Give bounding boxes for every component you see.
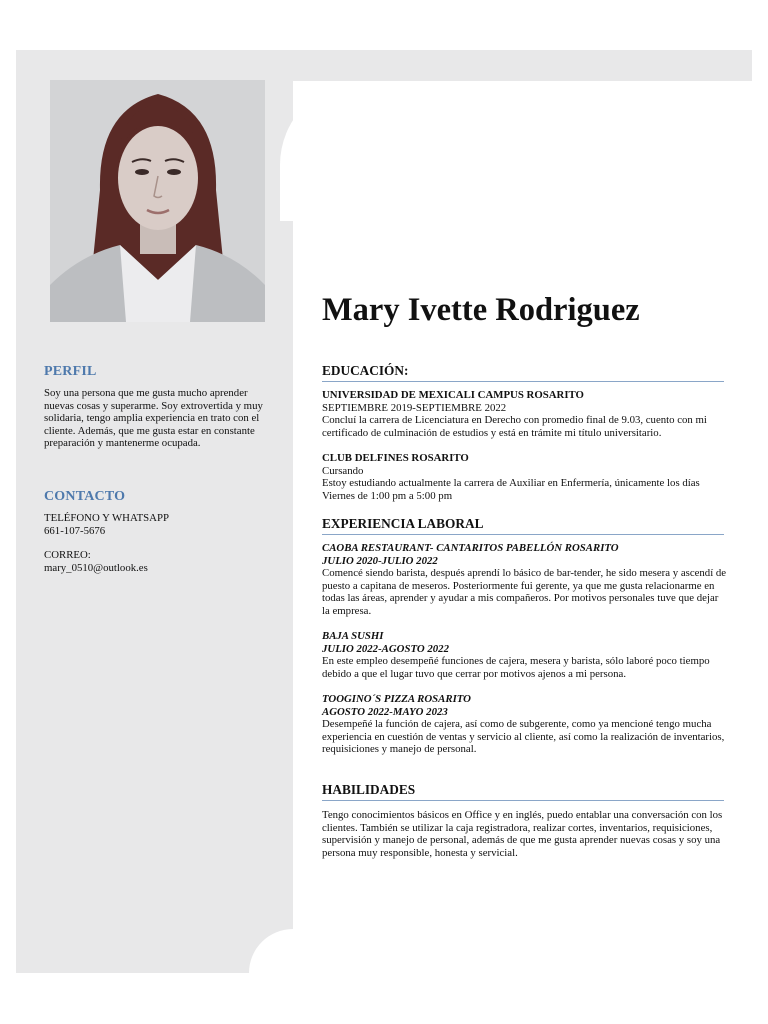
experience-rule bbox=[322, 534, 724, 535]
phone-label: TELÉFONO Y WHATSAPP bbox=[44, 512, 169, 524]
experience-company: BAJA SUSHI bbox=[322, 630, 384, 642]
education-item bbox=[322, 389, 727, 439]
profile-heading: PERFIL bbox=[44, 364, 97, 379]
experience-desc: Comencé siendo barista, después aprendí lo básico de bar-tender, he sido mesera y ascendí de puesto a capitana de meseros. Posteriormente fui gerente, ya que me gusta relacionarme en todas las áreas, aprender y ayudar a mis compañeros. Por motivos personales tuve que dejar la empresa. bbox=[322, 567, 727, 617]
experience-item bbox=[322, 693, 727, 756]
skills-text: Tengo conocimientos básicos en Office y en inglés, puedo entablar una conversación con los clientes. También se utilizar la caja registradora, realizar cortes, inventarios, requisiciones, supervisión y manejo de personal, además de que me gusta aprender nuevas cosas y soy una persona muy responsible, honesta y servicial. bbox=[322, 809, 723, 859]
email-address: mary_0510@outlook.es bbox=[44, 561, 148, 574]
education-title: EDUCACIÓN: bbox=[322, 363, 409, 378]
email-label: CORREO: bbox=[44, 549, 91, 561]
portrait-illustration bbox=[50, 80, 265, 322]
experience-desc: Desempeñé la función de cajera, así como de subgerente, como ya mencioné tengo mucha experiencia en cuestión de ventas y servicio al cliente, así como la realización de inventarios, requisiciones y manejo de personal. bbox=[322, 718, 725, 756]
experience-dates: AGOSTO 2022-MAYO 2023 bbox=[322, 705, 448, 718]
education-desc: Concluí la carrera de Licenciatura en Derecho con promedio final de 9.03, cuento con mi certificado de culminación de estudios y está en trámite mi título universitario. bbox=[322, 414, 707, 439]
phone-number: 661-107-5676 bbox=[44, 524, 106, 537]
experience-dates: JULIO 2022-AGOSTO 2022 bbox=[322, 642, 449, 655]
experience-item bbox=[322, 630, 727, 680]
skills-title: HABILIDADES bbox=[322, 782, 416, 797]
contact-phone-block bbox=[44, 512, 264, 537]
contact-heading: CONTACTO bbox=[44, 489, 126, 504]
education-school: UNIVERSIDAD DE MEXICALI CAMPUS ROSARITO bbox=[322, 389, 584, 401]
skills-rule bbox=[322, 800, 724, 801]
education-item bbox=[322, 452, 727, 502]
education-desc: Estoy estudiando actualmente la carrera de Auxiliar en Enfermería, únicamente los días Viernes de 1:00 pm a 5:00 pm bbox=[322, 477, 700, 502]
experience-desc: En este empleo desempeñé funciones de cajera, mesera y barista, sólo laboré poco tiempo debido a que el lugar tuvo que cerrar por motivos ajenos a mi persona. bbox=[322, 655, 710, 680]
experience-title: EXPERIENCIA LABORAL bbox=[322, 516, 484, 531]
experience-company: TOOGINO´S PIZZA ROSARITO bbox=[322, 693, 471, 705]
experience-item bbox=[322, 542, 727, 618]
education-rule bbox=[322, 381, 724, 382]
education-school: CLUB DELFINES ROSARITO bbox=[322, 452, 469, 464]
education-dates: SEPTIEMBRE 2019-SEPTIEMBRE 2022 bbox=[322, 401, 507, 414]
experience-dates: JULIO 2020-JULIO 2022 bbox=[322, 554, 438, 567]
profile-photo bbox=[50, 80, 265, 322]
candidate-name: Mary Ivette Rodriguez bbox=[322, 292, 640, 328]
rounded-corner-top bbox=[280, 81, 420, 221]
education-dates: Cursando bbox=[322, 464, 364, 477]
experience-company: CAOBA RESTAURANT- CANTARITOS PABELLÓN ROSARITO bbox=[322, 542, 619, 554]
contact-email-block bbox=[44, 549, 264, 574]
profile-text: Soy una persona que me gusta mucho aprender nuevas cosas y superarme. Soy extrovertida y muy solidaria, tengo amplia experiencia en trato con el cliente. Además, que me gusta estar en constante preparación y mantenerme ocupada. bbox=[44, 387, 263, 450]
